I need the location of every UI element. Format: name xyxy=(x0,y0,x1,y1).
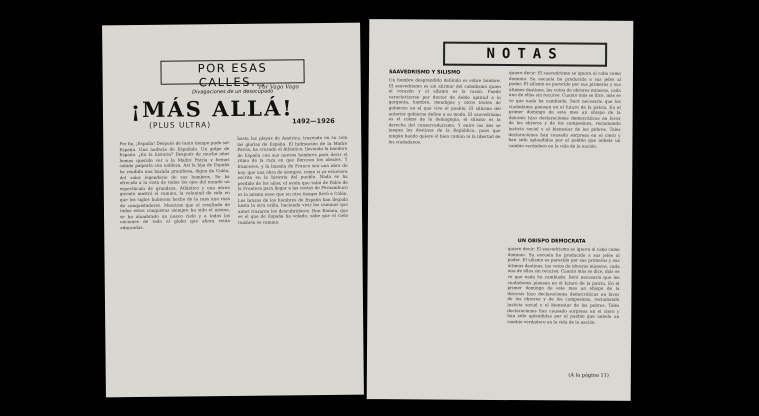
headline-subtitle: (PLUS ULTRA) xyxy=(149,120,212,130)
right-column-2-top: quiere decir: El saavedrismo se ignora al cabo como dominio. Su escuela ha producido a sus jefes al poder. El silismo es parecido por sus primeros y sus últimos destinos, los votos de obreros mineros, cada uno de ellos sin recurso. Cuanto más se dice, más se ve que nada ha cambiado. Será necesario que los ciudadanos piensen en el futuro de la patria. En el primer domingo de este mes un obispo de la diócesis hizo declaraciones democráticas en favor de los obreros y de los campesinos, reclamando justicia social y el bienestar de los pobres. Tales declaraciones han causado sorpresa en el clero y han sido aplaudidas por el pueblo que anhela un cambio verdadero en la vida de la nación. xyxy=(508,70,621,149)
left-column-2: hasta las playas de América, trayendo en su cola las glorias de España. El hidroavión de la Madre Patria, ha cruzado el Atlántico, llevando la bandera de España con sus nuevos hombres para decir el ritmo de la raza en que florecen los ideales. Y franceses, y la hazaña de Franco sea una obra de hoy, que una obra de siempre, como si ya estuviera escrita en la historia del pueblo. Nada se ha perdido de los años; el avión que salió de Palos de la Frontera para llegar a las costas de Pernambuco es la misma nave que en otro tiempo llevó a Colón. Los brazos de los hombres de España han llegado hasta la otra orilla, haciendo vivir los caminos que antes trazaron los descubridores. Don Ramón, que es el que de España ha volado, sabe que el cielo también es camino. xyxy=(237,134,349,225)
notas-banner: NOTAS xyxy=(443,42,607,67)
right-column-2-bottom: quiere decir: El saavedrismo se ignora al cabo como dominio. Su escuela ha producido a sus jefes al poder. El silismo es parecido por sus primeros y sus últimos destinos, los votos de obreros mineros, cada uno de ellos sin recurso. Cuanto más se dice, más se ve que nada ha cambiado. Será necesario que los ciudadanos piensen en el futuro de la patria. En el primer domingo de este mes un obispo de la diócesis hizo declaraciones democráticas en favor de los obreros y de los campesinos, reclamando justicia social y el bienestar de los pobres. Tales declaraciones han causado sorpresa en el clero y han sido aplaudidas por el pueblo que anhela un cambio verdadero en la vida de la nación. xyxy=(507,246,620,325)
continued-note: (A la página 11) xyxy=(568,372,609,379)
headline: ¡MÁS ALLÁ! xyxy=(130,95,294,123)
right-magazine-page xyxy=(367,19,634,401)
byline: Por Vago Vago xyxy=(258,84,299,91)
left-magazine-page xyxy=(102,23,364,398)
years-label: 1492—1926 xyxy=(292,116,335,126)
right-column-1: Un hombre desprendido definido es sobre hombre. El saavedrismo es sin afirmar del caballismo quien el corazón y el silismo es la razón. Puede caracterizarse por doctor de doble aptitud a la garganta, hambre, mendigos y otros tristes de gobierno en el que vive el pueblo. El sillismo del anterior gobierno define a su modo. El saavedrismo es el colmo de la demagogia, el silismo es la derecha del conservadurismo. Y entre los dos se juegan los destinos de la República, pues que ningún bando quiere el bien común ni la libertad de los ciudadanos. xyxy=(388,77,501,144)
section-title-saavedrismo: SAAVEDRISMO Y SILISMO xyxy=(388,69,461,76)
section-title-obispo: UN OBISPO DEMOCRATA xyxy=(517,238,586,245)
left-banner-subtitle: Divagaciones de un desocupado xyxy=(192,88,274,96)
left-banner-title: POR ESAS CALLES... xyxy=(197,60,268,90)
left-column-1: Por fin, ¡España! Después de tanto tiempo pudo ser España. Una audacia de Española. Un golpe de España. ¿En la historia? Después de mucho años hemos querido ver a la Madre Patria y hemos sabido palparla con nobleza. Así la hija de España ha rendido una hazaña grandiosa, digna de Colón, del valor legendario de sus hombres. Se ha ofrecido a la vista de todos los ojos del mundo un espectáculo de grandeza. Atlántico y una aérea gaviota mostró el camino, la voluntad de vida en que los siglos hubieron hecho de la raza una raza de conquistadores. Mientras que el resultado de todos estos conquistas siempre ha sido el mismo, se ha alumbrado un nuevo cielo y a todas las naciones de todo el globo que ahora están admiradas. xyxy=(119,140,231,231)
